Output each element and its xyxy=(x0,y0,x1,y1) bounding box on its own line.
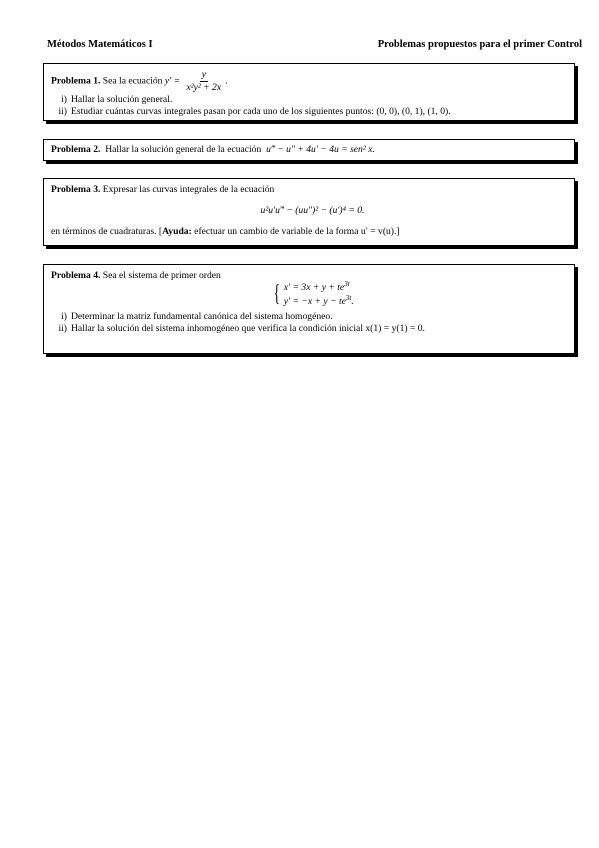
problem-1-fraction xyxy=(185,69,224,94)
problem-4-title: Problema 4. xyxy=(51,270,101,281)
item-text: Estudiar cuántas curvas integrales pasan por cada uno de los siguientes puntos: (0, 0), (0, 1), (1, 0). xyxy=(71,105,451,117)
equation-system xyxy=(284,280,354,308)
item-label: i) xyxy=(61,93,67,105)
item-text: Hallar la solución general. xyxy=(71,93,173,105)
problem-3-title: Problema 3. xyxy=(51,184,101,195)
problem-2-statement xyxy=(51,144,574,156)
hint-text: efectuar un cambio de variable de la forma u′ = v(u).] xyxy=(191,225,400,237)
problem-1-statement xyxy=(51,69,574,94)
item-label: ii) xyxy=(58,105,67,117)
left-brace: { xyxy=(273,280,281,307)
item-label: i) xyxy=(61,310,67,322)
problem-2-text: Hallar la solución general de la ecuación xyxy=(105,144,262,155)
problem-2-equation: u‴ − u″ + 4u′ − 4u = sen² x. xyxy=(266,144,375,155)
problem-4-system xyxy=(51,280,574,308)
document-title: Problemas propuestos para el primer Control xyxy=(377,39,582,50)
item-text: Hallar la solución del sistema inhomogéneo que verifica la condición inicial x(1) = y(1) = 0. xyxy=(71,322,425,334)
eq-period: . xyxy=(225,75,228,87)
problem-4-box xyxy=(43,264,575,354)
item-text: Determinar la matriz fundamental canónica del sistema homogéneo. xyxy=(71,310,333,322)
page-header xyxy=(47,38,582,51)
problem-3-box xyxy=(43,178,575,246)
problem-4-item-i xyxy=(51,311,574,323)
problem-1-box xyxy=(43,63,575,121)
problem-4-item-ii xyxy=(51,323,574,335)
fraction-numerator: y xyxy=(201,69,206,80)
problem-3-equation: u²u′u‴ − (uu″)² − (u′)⁴ = 0. xyxy=(260,204,365,216)
problem-1-item-ii xyxy=(51,106,574,118)
item-label: ii) xyxy=(58,322,67,334)
problem-2-title: Problema 2. xyxy=(51,144,101,155)
problem-3-statement xyxy=(51,184,574,196)
problem-1-intro: Sea la ecuación xyxy=(102,75,163,87)
course-title: Métodos Matemáticos I xyxy=(47,39,153,50)
hint-prefix: en términos de cuadraturas. [ xyxy=(51,225,163,237)
system-eq-1: $x' = 3x + y + te^{3t}$ xyxy=(283,279,350,293)
problem-3-intro: Expresar las curvas integrales de la ecuación xyxy=(102,184,275,195)
fraction-denominator: x²y² + 2x xyxy=(186,81,222,93)
problem-1-eq-lhs: y′ = xyxy=(164,75,181,87)
problem-3-hint xyxy=(51,226,574,238)
problem-1-title: Problema 1. xyxy=(51,75,101,87)
problem-4-intro: Sea el sistema de primer orden xyxy=(102,270,221,281)
problem-1-item-i xyxy=(51,94,574,106)
hint-label: Ayuda: xyxy=(162,225,192,237)
system-eq-2: $y' = -x + y - te^{3t}$. xyxy=(283,293,354,307)
problem-2-box xyxy=(43,139,575,161)
